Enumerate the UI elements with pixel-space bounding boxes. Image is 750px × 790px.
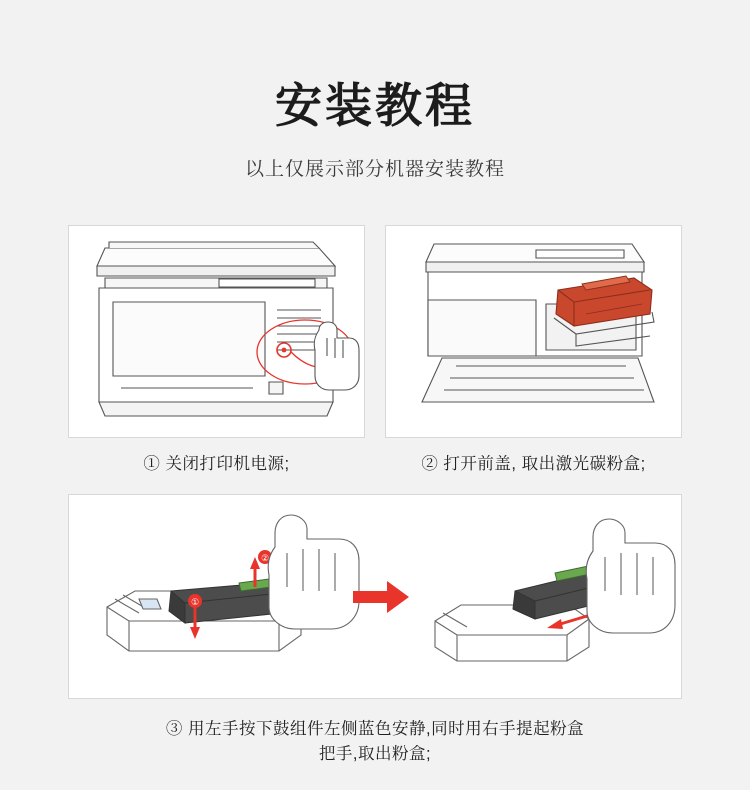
- step-3-caption-line-1: ③ 用左手按下鼓组件左侧蓝色安静,同时用右手提起粉盒: [165, 719, 585, 738]
- printer-power-button-illustration: [69, 226, 364, 437]
- page-title: 安装教程: [275, 79, 475, 132]
- step-1-image-panel: [68, 225, 365, 438]
- left-hand: [268, 515, 359, 629]
- drum-unit-hands-illustration: [69, 495, 681, 698]
- printer-open-front-cover-illustration: [386, 226, 681, 437]
- svg-text:①: ①: [190, 596, 200, 607]
- step-3-caption-line-2: 把手,取出粉盒;: [318, 745, 432, 764]
- page-subtitle: 以上仅展示部分机器安装教程: [244, 159, 505, 180]
- captions-row-top: [68, 452, 682, 478]
- svg-text:②: ②: [260, 552, 270, 563]
- step-3-caption: [68, 717, 682, 768]
- step-2-caption: ② 打开前盖, 取出激光碳粉盒;: [421, 455, 646, 473]
- transition-arrow: [353, 581, 409, 613]
- step-2-image-panel: [385, 225, 682, 438]
- step-1-caption: ① 关闭打印机电源;: [143, 455, 290, 473]
- step-3-image-panel: [68, 494, 682, 699]
- right-hand: [586, 519, 675, 633]
- steps-container: [0, 225, 750, 768]
- steps-row-top: [68, 225, 682, 438]
